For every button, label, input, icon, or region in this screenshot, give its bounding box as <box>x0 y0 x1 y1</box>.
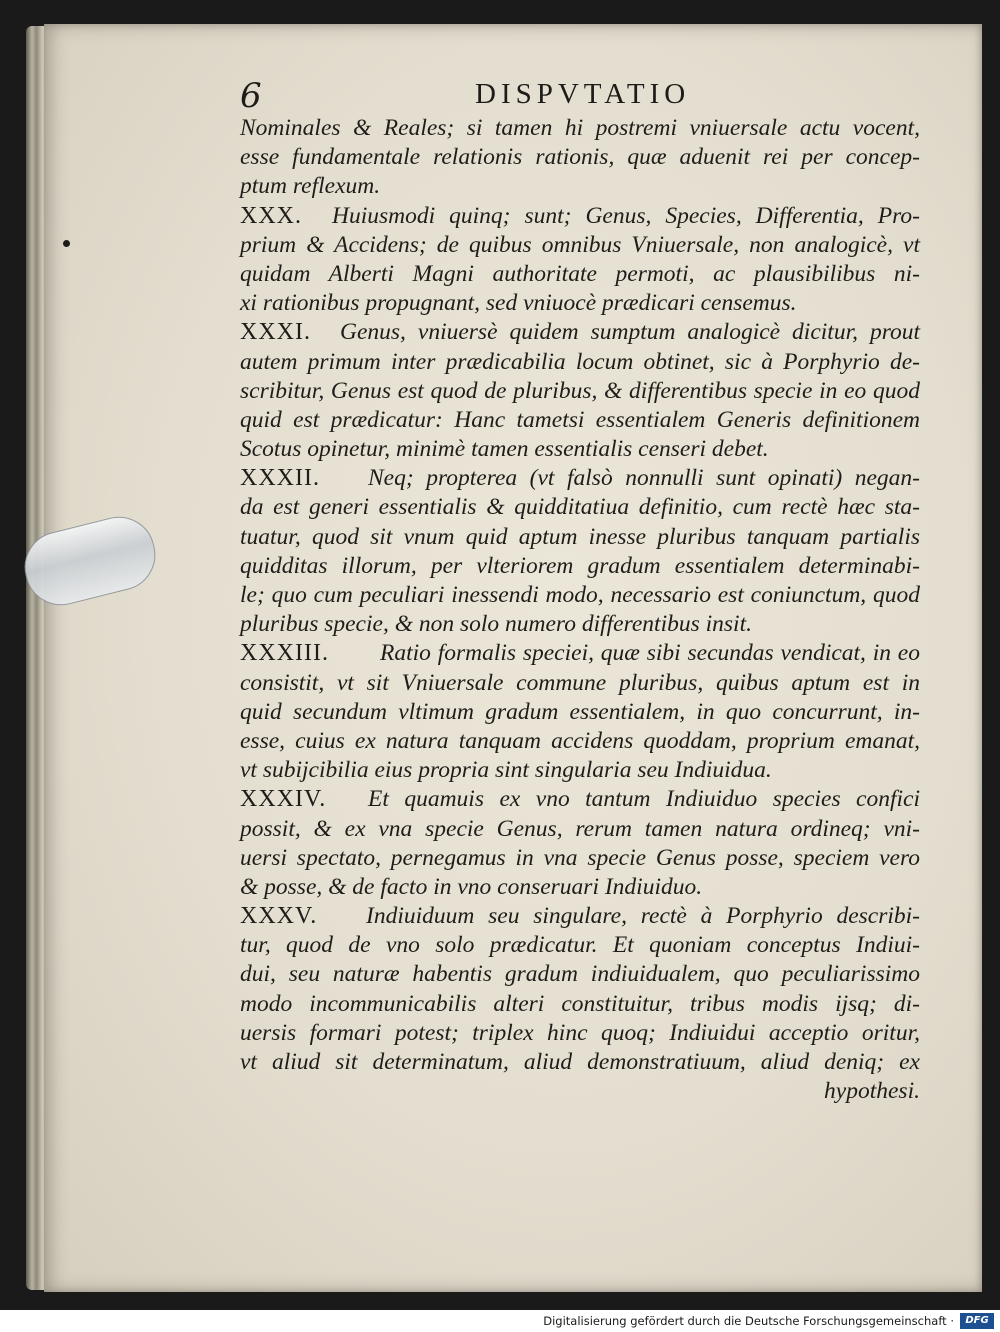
text-line: scribitur, Genus est quod de pluribus, & differentibus specie in eo quod <box>240 377 920 404</box>
text-line: modo incommunicabilis alteri constituitur, tribus modis ijsq; di- <box>240 990 920 1017</box>
thesis-number: XXXIV. <box>240 786 327 813</box>
thesis-text: Indiuiduum seu singulare, rectè à Porphyrio describi- <box>366 903 920 930</box>
text-line: tuatur, quod sit vnum quid aptum inesse pluribus tanquam partialis <box>240 523 920 550</box>
thesis-text: Huiusmodi quinq; sunt; Genus, Species, Differentia, Pro- <box>332 202 920 229</box>
text-line: uersis formari potest; triplex hinc quoq; Indiuidui acceptio oritur, <box>240 1019 920 1046</box>
text-line: Scotus opinetur, minimè tamen essentialis censeri debet. <box>240 436 769 463</box>
running-head: DISPVTATIO <box>475 78 691 110</box>
text-line: vt aliud sit determinatum, aliud demonstratiuum, aliud deniq; ex <box>240 1049 920 1075</box>
thesis-text: Ratio formalis speciei, quæ sibi secundas vendicat, in eo <box>380 640 920 667</box>
thesis-number: XXXV. <box>240 903 318 930</box>
thesis-number: XXXIII. <box>240 640 329 667</box>
thesis-xxx-line <box>240 202 920 231</box>
text-line: xi rationibus propugnant, sed vniuocè prædicari censemus. <box>240 290 797 317</box>
page-number: 6 <box>240 76 262 116</box>
thesis-number: XXXI. <box>240 319 311 346</box>
thesis-text: Neq; propterea (vt falsò nonnulli sunt opinati) negan- <box>368 465 920 492</box>
dfg-logo: DFG <box>960 1313 994 1329</box>
funding-credit: Digitalisierung gefördert durch die Deutsche Forschungsgemeinschaft · <box>543 1314 954 1328</box>
thesis-number: XXXII. <box>240 465 320 492</box>
text-line: dui, seu naturæ habentis gradum indiuidualem, quo peculiarissimo <box>240 961 920 988</box>
body-text <box>240 114 920 1106</box>
text-line: da est generi essentialis & quidditatiua definitio, cum rectè hæc sta- <box>240 494 920 521</box>
text-line: esse, cuius ex natura tanquam accidens quoddam, proprium emanat, <box>240 727 920 754</box>
thesis-text: Genus, vniuersè quidem sumptum analogicè dicitur, prout <box>340 319 920 346</box>
text-line: consistit, vt sit Vniuersale commune pluribus, quibus aptum est in <box>240 669 920 696</box>
text-line: vt subijcibilia eius propria sint singularia seu Indiuidua. <box>240 757 772 784</box>
text-line: prium & Accidens; de quibus omnibus Vniuersale, non analogicè, vt <box>240 231 920 258</box>
text-line: autem primum inter prædicabilia locum obtinet, sic à Porphyrio de- <box>240 348 920 375</box>
text-line: uersi spectato, pernegamus in vna specie Genus posse, speciem vero <box>240 844 920 871</box>
text-line: quid est prædicatur: Hanc tametsi essentialem Generis definitionem <box>240 406 920 433</box>
text-line: hypothesi. <box>824 1078 920 1105</box>
thesis-xxxi-line <box>240 318 920 347</box>
text-line: Nominales & Reales; si tamen hi postremi vniuersale actu vocent, <box>240 115 920 141</box>
thesis-xxxv-line <box>240 902 920 931</box>
thesis-xxxiv-line <box>240 785 920 814</box>
text-line: quidam Alberti Magni authoritate permoti, ac plausibilibus ni- <box>240 260 920 287</box>
thesis-number: XXX. <box>240 202 302 229</box>
thesis-xxxii-line <box>240 464 920 493</box>
text-line: quidditas illorum, per vlteriorem gradum essentialem determinabi- <box>240 552 920 579</box>
text-line: esse fundamentale relationis rationis, quæ aduenit rei per concep- <box>240 144 920 171</box>
ink-spot <box>63 240 70 247</box>
text-line: possit, & ex vna specie Genus, rerum tamen natura ordineq; vni- <box>240 815 920 842</box>
text-line: pluribus specie, & non solo numero differentibus insit. <box>240 611 752 638</box>
text-line: & posse, & de facto in vno conseruari Indiuiduo. <box>240 873 703 900</box>
text-line: ptum reflexum. <box>240 173 381 200</box>
text-line: le; quo cum peculiari inessendi modo, necessario est coniunctum, quod <box>240 582 920 608</box>
text-line: tur, quod de vno solo prædicatur. Et quoniam conceptus Indiui- <box>240 932 920 959</box>
thesis-xxxiii-line <box>240 639 920 668</box>
thesis-text: Et quamuis ex vno tantum Indiuiduo species confici <box>368 786 920 813</box>
text-line: quid secundum vltimum gradum essentialem, in quo concurrunt, in- <box>240 698 920 725</box>
